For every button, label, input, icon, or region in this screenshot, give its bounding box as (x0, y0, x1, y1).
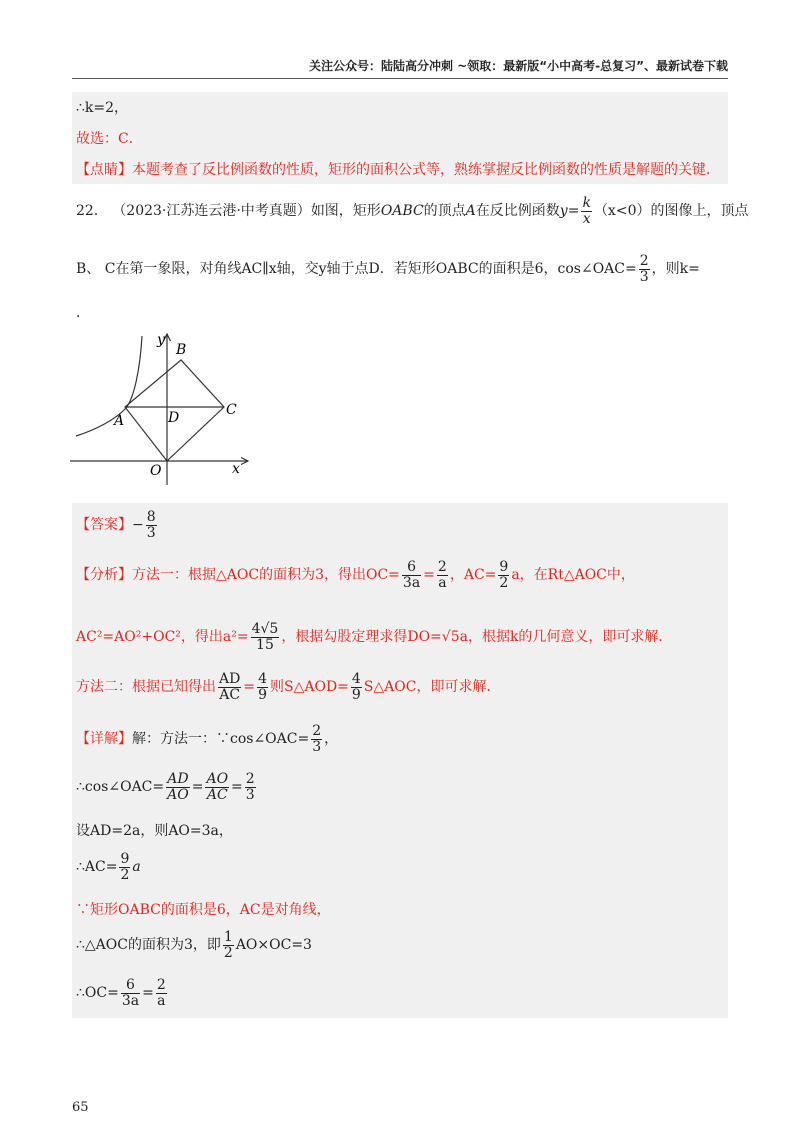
fraction: $\frac{2}{3}$ (312, 723, 322, 755)
detail-line-6 (76, 930, 312, 960)
detail-text: 解：方法一：∵cos∠OAC= (132, 731, 310, 748)
detail-tag: 【详解】 (76, 731, 132, 748)
problem-number: 22． (76, 203, 108, 220)
fraction: $\frac{4}{9}$ (258, 671, 267, 703)
rect-name: OABC (380, 203, 424, 220)
fraction: $\frac{AD}{AC}$ (219, 671, 241, 703)
problem-line-1 (76, 196, 748, 226)
detail-text: ， (324, 731, 339, 748)
label-o: O (150, 463, 162, 479)
detail-line-5: ∵矩形OABC的面积是6，AC是对角线， (76, 902, 331, 918)
detail-line-7 (76, 978, 169, 1008)
label-y: y (157, 332, 165, 348)
func-y: y (559, 203, 568, 220)
detail-line-3: 设AD=2a，则AO=3a， (76, 823, 233, 839)
analysis-text: S△AOC，即可求解． (363, 679, 501, 696)
detail-text: a (132, 859, 141, 876)
previous-comment: 【点睛】本题考查了反比例函数的性质，矩形的面积公式等，熟练掌握反比例函数的性质是解题的关键． (76, 162, 720, 178)
label-d: D (168, 410, 180, 426)
detail-text: AO×OC=3 (235, 937, 312, 954)
analysis-text: 方法一：根据△AOC的面积为3，得出OC= (132, 567, 400, 584)
problem-text: ，则k= (651, 261, 700, 278)
detail-text: ∴AC= (76, 859, 118, 876)
problem-line-3: ． (76, 305, 90, 321)
equals: = (191, 779, 204, 796)
fraction: $\frac{2}{3}$ (245, 771, 255, 803)
equals: = (243, 679, 256, 696)
analysis-line-2 (76, 622, 672, 652)
point-a: A (465, 203, 476, 220)
label-b: B (176, 342, 187, 358)
fraction: $\frac{2}{a}$ (156, 977, 166, 1009)
answer-sign: − (132, 517, 144, 534)
label-c: C (226, 402, 237, 418)
problem-text: 在反比例函数 (475, 203, 560, 220)
problem-text: 的图像上，顶点 (650, 203, 749, 220)
equals: = (567, 203, 580, 220)
label-a: A (114, 413, 125, 429)
fraction: $\frac{6}{3a}$ (402, 559, 421, 591)
detail-line-1 (76, 724, 338, 754)
fraction: $\frac{AO}{AC}$ (206, 771, 229, 803)
fraction: $\frac{9}{2}$ (120, 851, 130, 883)
geometry-figure (70, 330, 260, 490)
domain: （x<0） (593, 203, 651, 220)
page-header: 关注公众号：陆陆高分冲刺 ~领取：最新版“小中高考-总复习”、最新试卷下载 (309, 59, 728, 73)
header-divider (72, 78, 728, 79)
detail-line-2 (76, 772, 258, 802)
page-number: 65 (72, 1100, 89, 1115)
analysis-text: 方法二：根据已知得出 (76, 679, 216, 696)
analysis-text: a，在Rt△AOC中， (511, 567, 635, 584)
equals: = (142, 985, 154, 1002)
previous-choice: 故选：C． (76, 131, 143, 147)
fraction: $\frac{4√5}{15}$ (251, 621, 279, 653)
previous-result: ∴k=2， (76, 100, 129, 116)
analysis-text: ，根据勾股定理求得DO=√5a，根据k的几何意义，即可求解． (281, 629, 673, 646)
fraction: $\frac{4}{9}$ (351, 671, 361, 703)
fraction: $\frac{2}{a}$ (437, 559, 447, 591)
label-x: x (232, 461, 240, 477)
analysis-text: AC²=AO²+OC²，得出a²= (76, 629, 249, 646)
fraction: $\frac{1}{2}$ (223, 929, 233, 961)
fraction: $\frac{6}{3a}$ (121, 977, 140, 1009)
analysis-line-3 (76, 672, 501, 702)
equals: = (423, 567, 435, 584)
fraction: $\frac{AD}{AO}$ (167, 771, 189, 803)
fraction-cos: $\frac{2}{3}$ (639, 253, 649, 285)
equals: = (231, 779, 243, 796)
answer-tag: 【答案】 (76, 517, 132, 534)
analysis-tag: 【分析】 (76, 567, 132, 584)
analysis-text: 则S△AOD= (270, 679, 349, 696)
answer-fraction: $\frac{8}{3}$ (146, 509, 156, 541)
fraction: $\frac{9}{2}$ (499, 559, 509, 591)
analysis-text: ，AC= (449, 567, 497, 584)
hyperbola-curve (76, 336, 142, 436)
problem-line-2 (76, 254, 700, 284)
fraction-k-over-x: $\frac{k}{x}$ (582, 195, 591, 227)
problem-source: （2023·江苏连云港·中考真题） (112, 203, 311, 220)
problem-text: B、 C在第一象限，对角线AC∥x轴，交y轴于点D．若矩形OABC的面积是6，cos∠OAC= (76, 261, 637, 278)
analysis-line-1 (76, 560, 635, 590)
detail-text: ∴cos∠OAC= (76, 779, 165, 796)
answer-line (76, 510, 159, 540)
detail-text: ∴△AOC的面积为3，即 (76, 937, 221, 954)
problem-text: 的顶点 (423, 203, 466, 220)
problem-text: 如图，矩形 (310, 203, 381, 220)
detail-line-4 (76, 852, 141, 882)
detail-text: ∴OC= (76, 985, 119, 1002)
